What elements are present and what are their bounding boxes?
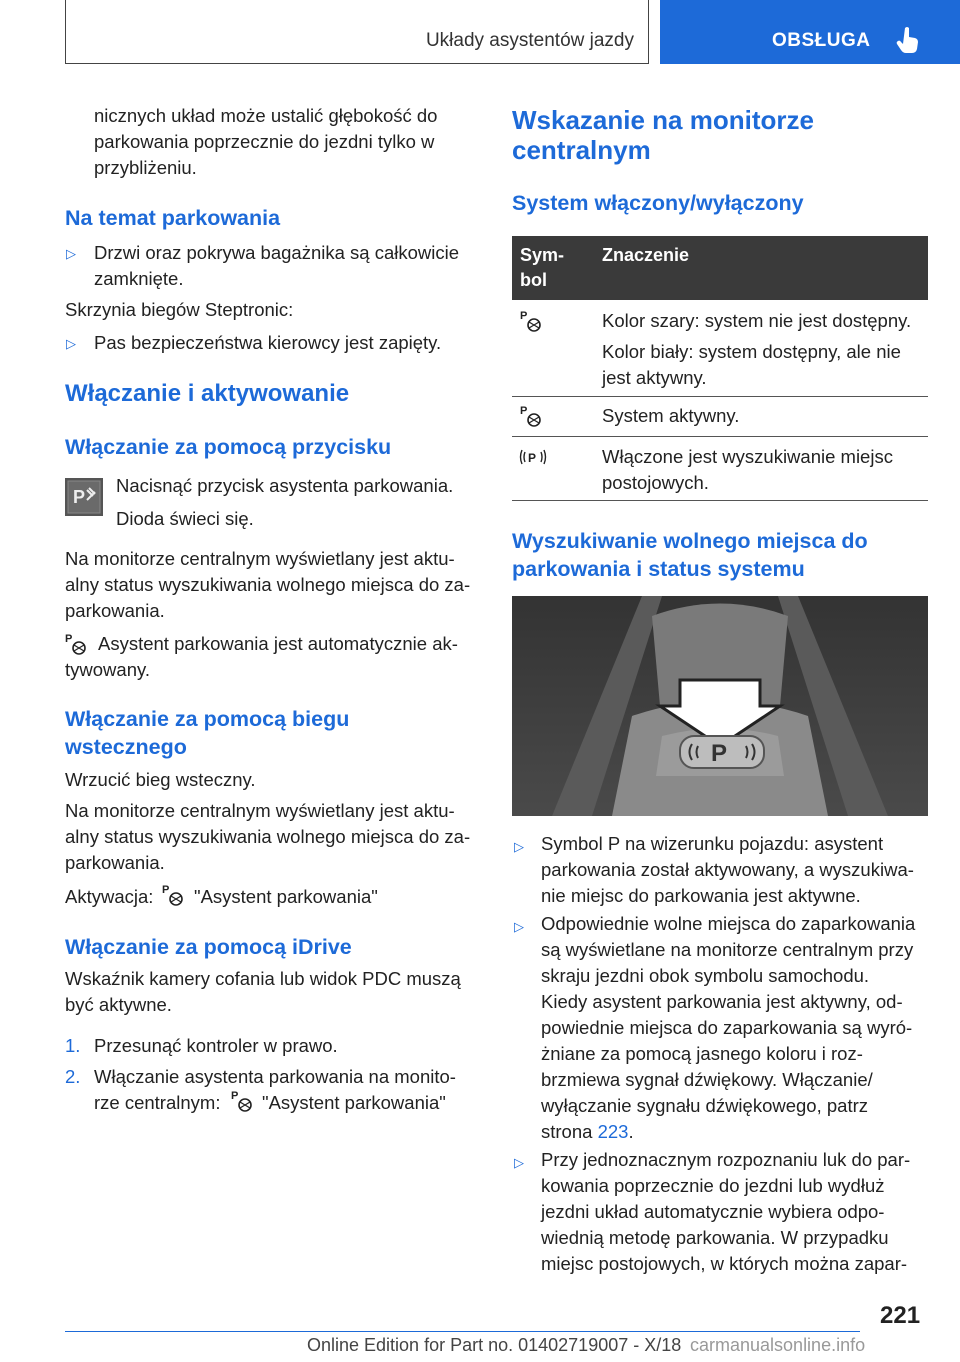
step-number: 2. [65,1066,81,1087]
bullet-text: nie miejsc do parkowania jest aktywne. [541,885,861,906]
heading-button: Włączanie za pomocą przycisku [65,435,392,459]
page-link[interactable]: 223 [597,1121,629,1142]
footer-rule [65,1331,860,1332]
watermark: carmanualsonline.info [690,1335,866,1355]
bullet-text-prefix: strona [541,1121,593,1142]
bullet-text: brzmiewa sygnał dźwiękowy. Włączanie/ [541,1069,873,1090]
bullet-text: Drzwi oraz pokrywa bagażnika są całkowicie [94,242,460,263]
parking-assistant-active-icon [520,403,544,429]
edition-text: Online Edition for Part no. 01402719007 - X/18 [307,1335,682,1355]
heading-reverse: Włączanie za pomocą biegu [65,707,350,731]
bullet-text-suffix: . [628,1121,634,1142]
table-header-meaning: Znaczenie [602,245,690,265]
bullet-text: powiednie miejsca do zaparkowania są wyró- [541,1017,913,1038]
table-cell-text: jest aktywny. [602,367,707,388]
bullet-text: zamknięte. [94,268,184,289]
step-number: 1. [65,1035,81,1056]
bullet-text: Odpowiednie wolne miejsca do zaparkowania [541,913,916,934]
heading-parking: Na temat parkowania [65,206,281,230]
bullet-text: kowania poprzecznie do jezdni lub wydłuż [541,1175,885,1196]
photo-p-symbol: P [711,740,728,767]
auto-text-line: Asystent parkowania jest automatycznie ak- [98,633,458,654]
svg-text:P: P [231,1090,239,1102]
idrive-text-line: Wskaźnik kamery cofania lub widok PDC muszą [65,968,461,989]
parking-assistant-icon [65,631,89,657]
heading-enable: Włączanie i aktywowanie [65,380,350,407]
heading-monitor: Wskazanie na monitorze [512,105,814,135]
monitor2-text-line: parkowania. [65,852,165,873]
table-divider [512,500,928,501]
led-text: Dioda świeci się. [116,508,254,529]
parking-assistant-icon [162,882,186,908]
table-header-symbol: bol [520,270,547,290]
bullet-text: Przy jednoznacznym rozpoznaniu luk do par- [541,1149,911,1170]
bullet-triangle-icon: ▷ [514,1155,524,1170]
intro-text-line: przybliżeniu. [94,157,197,178]
table-cell-text: postojowych. [602,472,709,493]
bullet-triangle-icon: ▷ [514,919,524,934]
monitor-text-line: Na monitorze centralnym wyświetlany jest aktu- [65,548,455,569]
bullet-text: miejsc postojowych, w których można zapar- [541,1253,908,1274]
intro-text-line: nicznych układ może ustalić głębokość do [94,105,438,126]
svg-text:P: P [520,310,528,322]
svg-text:P: P [520,405,528,417]
monitor2-text-line: alny status wyszukiwania wolnego miejsca do za- [65,826,471,847]
heading-system: System włączony/wyłączony [512,191,804,215]
bullet-triangle-icon: ▷ [66,336,76,351]
idrive-text-line: być aktywne. [65,994,172,1015]
svg-text:P: P [528,451,537,465]
bullet-text: żniane za pomocą jasnego koloru i roz- [541,1043,863,1064]
activation-label: Aktywacja: [65,886,154,907]
bullet-triangle-icon: ▷ [66,246,76,261]
section-title: Układy asystentów jazdy [425,30,634,51]
bullet-text: wiednią metodę parkowania. W przypadku [541,1227,889,1248]
monitor-text-line: parkowania. [65,600,165,621]
reverse-text: Wrzucić bieg wsteczny. [65,769,256,790]
step-text: Przesunąć kontroler w prawo. [94,1035,338,1056]
monitor2-text-line: Na monitorze centralnym wyświetlany jest aktu- [65,800,455,821]
table-cell-text: Kolor biały: system dostępny, ale nie [602,341,901,362]
bullet-triangle-icon: ▷ [514,839,524,854]
table-divider [512,396,928,397]
step-text: rze centralnym: [94,1092,221,1113]
parking-assistant-icon [231,1088,255,1114]
bullet-text: skraju jezdni obok symbolu samochodu. [541,965,870,986]
step-text: Włączanie asystenta parkowania na monito- [94,1066,456,1087]
steptronic-text: Skrzynia biegów Steptronic: [65,299,294,320]
monitor-text-line: alny status wyszukiwania wolnego miejsca do za- [65,574,471,595]
table-divider [512,436,928,437]
hand-pointer-icon [896,26,920,54]
bullet-text: parkowania został aktywowany, a wyszukiwa- [541,859,914,880]
activation-value: "Asystent parkowania" [194,886,378,907]
bullet-text: Symbol P na wizerunku pojazdu: asystent [541,833,884,854]
parking-space-search-icon [518,446,548,468]
table-cell-text: Włączone jest wyszukiwanie miejsc [602,446,893,467]
auto-text-line: tywowany. [65,659,150,680]
section-tab-label: OBSŁUGA [772,30,871,51]
heading-search: Wyszukiwanie wolnego miejsca do [512,529,868,553]
parking-assistant-button-icon [65,478,103,516]
bullet-text: wyłączanie sygnału dźwiękowego, patrz [541,1095,869,1116]
heading-reverse: wstecznego [65,735,187,759]
svg-text:P: P [65,633,73,645]
step-text: "Asystent parkowania" [262,1092,446,1113]
bullet-text: Pas bezpieczeństwa kierowcy jest zapięty. [94,332,442,353]
svg-text:P: P [162,884,170,896]
table-cell-text: System aktywny. [602,405,740,426]
table-header [512,236,928,300]
bullet-text: są wyświetlane na monitorze centralnym przy [541,939,914,960]
heading-search: parkowania i status systemu [512,557,805,581]
bullet-text: Kiedy asystent parkowania jest aktywny, od- [541,991,903,1012]
table-cell-text: Kolor szary: system nie jest dostępny. [602,310,912,331]
page-number: 221 [880,1302,921,1329]
central-monitor-illustration [512,596,928,816]
bullet-text [541,1119,634,1145]
svg-text:P: P [73,487,86,507]
press-text: Nacisnąć przycisk asystenta parkowania. [116,475,454,496]
intro-text-line: parkowania poprzecznie do jezdni tylko w [94,131,435,152]
bullet-text: jezdni układ automatycznie wybiera odpo- [541,1201,885,1222]
table-header-symbol: Sym- [520,245,565,265]
heading-monitor: centralnym [512,135,651,165]
heading-idrive: Włączanie za pomocą iDrive [65,935,352,959]
parking-assistant-grey-icon [520,308,544,334]
